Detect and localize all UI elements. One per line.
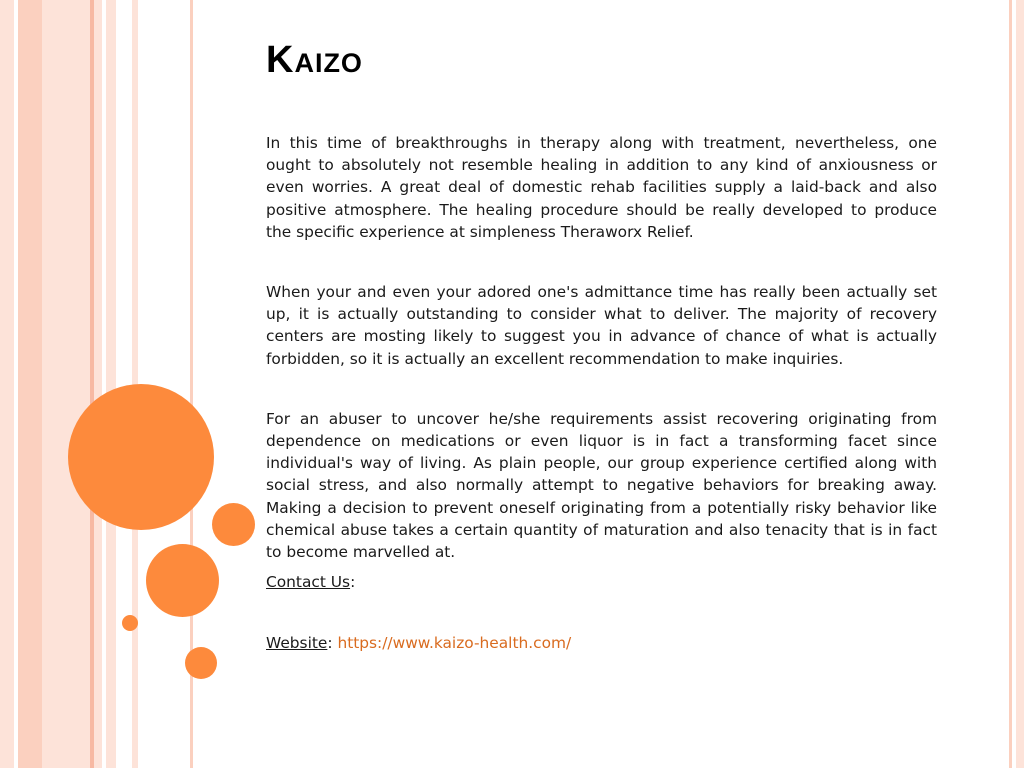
decorative-circle-small xyxy=(185,647,217,679)
decorative-stripe xyxy=(1009,0,1012,768)
decorative-stripe xyxy=(1016,0,1024,768)
decorative-circle-medium xyxy=(146,544,219,617)
body-paragraph: For an abuser to uncover he/she requirements assist recovering originating from dependence on medications or even liquor is in fact a transforming facet since individual's way of living. As plain people, our group experience certified along with social stress, and also normally attempt to negative behaviors for breaking away. Making a decision to prevent oneself originating from a potentially risky behavior like chemical abuse takes a certain quantity of maturation and also tenacity that is in fact to become marvelled at. xyxy=(266,409,937,562)
website-label: Website xyxy=(266,634,328,653)
contact-suffix: : xyxy=(350,573,356,592)
decorative-circle-tiny xyxy=(122,615,138,631)
slide-title: Kaizo xyxy=(266,39,363,81)
decorative-circle-large xyxy=(68,384,214,530)
decorative-circle-small xyxy=(212,503,255,546)
website-line xyxy=(266,632,937,654)
decorative-stripe xyxy=(94,0,102,768)
decorative-stripe xyxy=(0,0,14,768)
decorative-stripe xyxy=(106,0,116,768)
body-paragraph: When your and even your adored one's admittance time has really been actually set up, it is actually outstanding to consider what to deliver. The majority of recovery centers are mosting likely to suggest you in advance of chance of what is actually forbidden, so it is actually an excellent recommendation to make inquiries. xyxy=(266,283,937,368)
contact-label: Contact Us xyxy=(266,573,351,592)
decorative-stripe xyxy=(18,0,42,768)
website-link[interactable]: https://www.kaizo-health.com/ xyxy=(337,634,572,653)
slide-content xyxy=(266,30,937,654)
website-suffix: : xyxy=(327,634,338,653)
contact-line xyxy=(266,571,937,593)
body-paragraph: In this time of breakthroughs in therapy along with treatment, nevertheless, one ought to absolutely not resemble healing in addition to any kind of anxiousness or even worries. A great deal of domestic rehab facilities supply a laid-back and also positive atmosphere. The healing procedure should be really developed to produce the specific experience at simpleness Theraworx Relief. xyxy=(266,134,937,241)
decorative-stripe xyxy=(42,0,90,768)
